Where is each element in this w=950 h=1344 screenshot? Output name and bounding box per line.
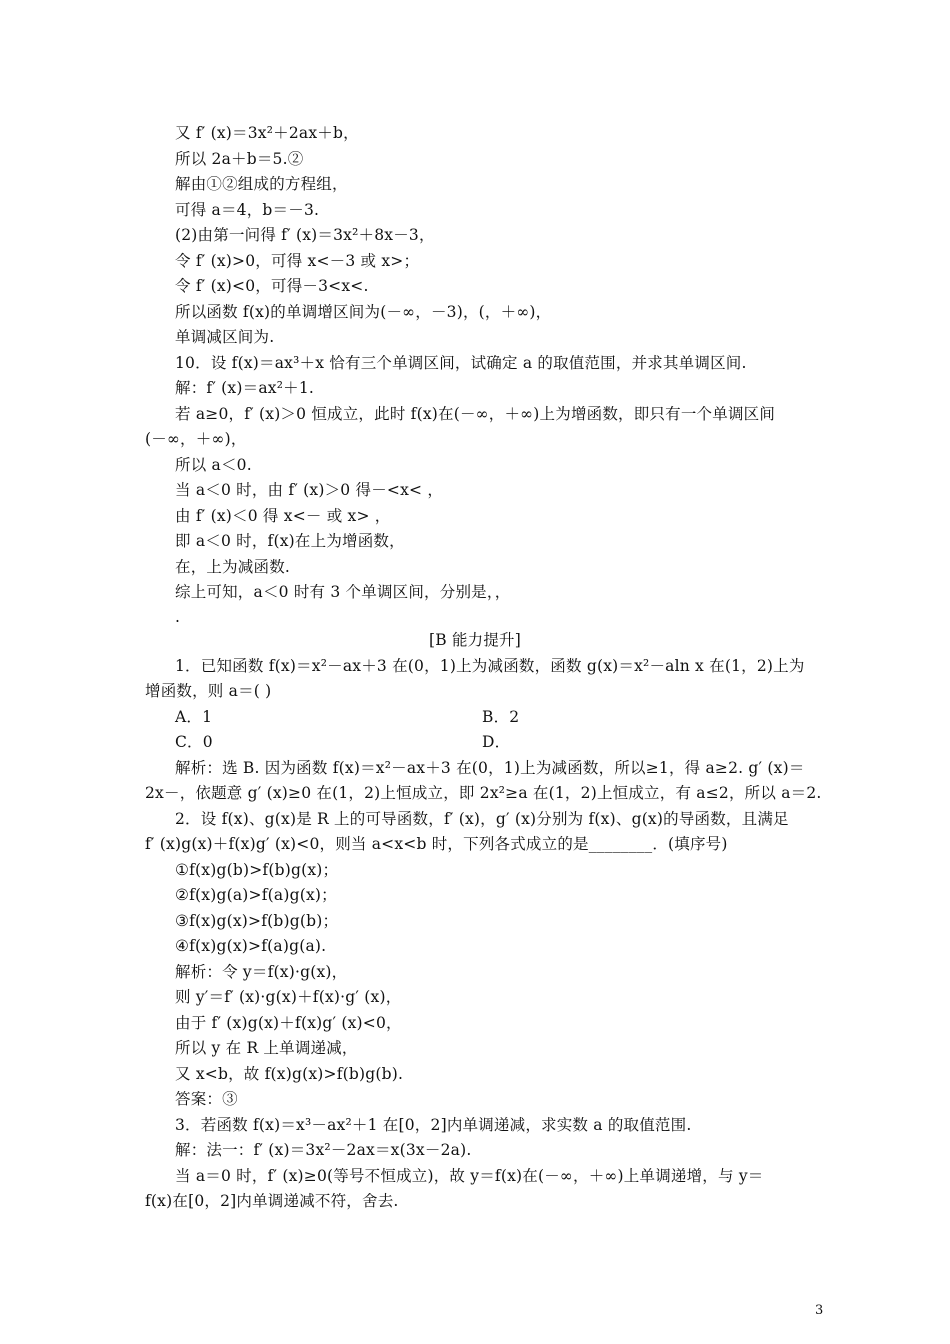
page-number: 3 (815, 1303, 824, 1318)
text-line: 增函数，则 a＝( ) (145, 682, 272, 700)
text-line: 所以函数 f(x)的单调增区间为(－∞，－3)，(，＋∞)， (175, 303, 552, 321)
choice-3: ③f(x)g(x)>f(b)g(b)； (175, 912, 339, 930)
text-line: 所以 a＜0. (175, 456, 252, 474)
text-line: 当 a＝0 时，f′ (x)≥0(等号不恒成立)，故 y＝f(x)在(－∞，＋∞)上单调递增，与 y＝ (175, 1167, 764, 1185)
answer-line: 答案：③ (175, 1090, 238, 1108)
text-line: f(x)在[0，2]内单调递减不符，舍去. (145, 1192, 399, 1210)
problem-2: 2．设 f(x)、g(x)是 R 上的可导函数，f′ (x)，g′ (x)分别为 f(x)、g(x)的导函数，且满足 (175, 810, 789, 828)
text-line: 由于 f′ (x)g(x)＋f(x)g′ (x)<0， (175, 1014, 402, 1032)
text-line: 解析：选 B. 因为函数 f(x)＝x²－ax＋3 在(0，1)上为减函数，所以≥1，得 a≥2. g′ (x)＝ (175, 759, 805, 777)
text-line: 在，上为减函数. (175, 558, 291, 576)
section-heading: [B 能力提升] (428, 631, 521, 649)
text-line: 由 f′ (x)＜0 得 x<－ 或 x> ， (175, 507, 391, 525)
text-line: . (175, 608, 181, 626)
text-line: 则 y′＝f′ (x)·g(x)＋f(x)·g′ (x)， (175, 988, 402, 1006)
problem-3: 3．若函数 f(x)＝x³－ax²＋1 在[0，2]内单调递减，求实数 a 的取值范围. (175, 1116, 692, 1134)
choice-2: ②f(x)g(a)>f(a)g(x)； (175, 886, 337, 904)
text-line: (－∞，＋∞)， (145, 430, 247, 448)
text-line: 即 a＜0 时，f(x)在上为增函数， (175, 532, 405, 550)
text-line: (2)由第一问得 f′ (x)＝3x²＋8x－3， (175, 226, 435, 244)
option-c: C．0 (175, 733, 213, 751)
text-line: 解析：令 y＝f(x)·g(x)， (175, 963, 348, 981)
text-line: 当 a＜0 时，由 f′ (x)＞0 得－<x< ， (175, 481, 444, 499)
text-line: 2x－，依题意 g′ (x)≥0 在(1，2)上恒成立，即 2x²≥a 在(1，2)上恒成立，有 a≤2，所以 a＝2. (145, 784, 822, 802)
text-line: 所以 2a＋b＝5.② (175, 150, 304, 168)
text-line: 又 x<b，故 f(x)g(x)>f(b)g(b). (175, 1065, 404, 1083)
choice-1: ①f(x)g(b)>f(b)g(x)； (175, 861, 339, 879)
text-line: 解：法一：f′ (x)＝3x²－2ax＝x(3x－2a). (175, 1141, 472, 1159)
text-line: 若 a≥0，f′ (x)＞0 恒成立，此时 f(x)在(－∞，＋∞)上为增函数，即只有一个单调区间 (175, 405, 776, 423)
text-line: 综上可知，a＜0 时有 3 个单调区间，分别是，， (175, 583, 511, 601)
text-line: f′ (x)g(x)＋f(x)g′ (x)<0，则当 a<x<b 时，下列各式成立的是________．(填序号) (145, 835, 728, 853)
text-line: 所以 y 在 R 上单调递减， (175, 1039, 358, 1057)
option-a: A．1 (175, 708, 213, 726)
problem-10: 10．设 f(x)＝ax³＋x 恰有三个单调区间，试确定 a 的取值范围，并求其单调区间. (175, 354, 747, 372)
text-line: 解由①②组成的方程组， (175, 175, 348, 193)
text-line: 可得 a＝4，b＝－3. (175, 201, 320, 219)
text-line: 令 f′ (x)<0，可得－3<x<. (175, 277, 369, 295)
text-line: 单调减区间为. (175, 328, 275, 346)
problem-1: 1．已知函数 f(x)＝x²－ax＋3 在(0，1)上为减函数，函数 g(x)＝x²－aln x 在(1，2)上为 (175, 657, 805, 675)
option-b: B．2 (482, 708, 520, 726)
choice-4: ④f(x)g(x)>f(a)g(a). (175, 937, 327, 955)
text-line: 解：f′ (x)＝ax²＋1. (175, 379, 315, 397)
text-line: 又 f′ (x)＝3x²＋2ax＋b， (175, 124, 359, 142)
text-line: 令 f′ (x)>0，可得 x<－3 或 x>； (175, 252, 420, 270)
option-d: D． (482, 733, 511, 751)
